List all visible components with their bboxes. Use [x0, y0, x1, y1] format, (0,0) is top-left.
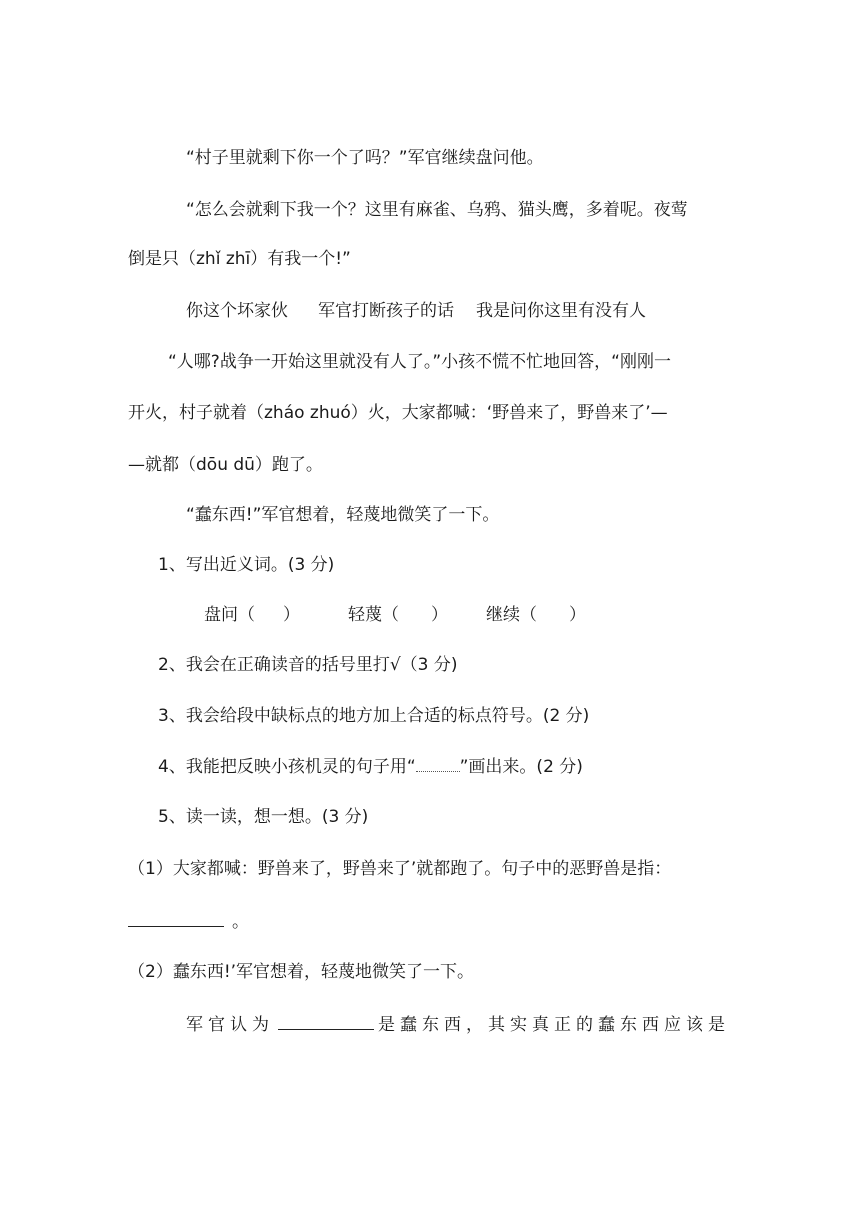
missing-punct-segment-2: 军官打断孩子的话	[318, 301, 454, 321]
synonym-word-2: 轻蔑（	[348, 605, 399, 625]
question-1-title: 1、写出近义词。(3 分)	[158, 555, 335, 575]
question-5-1-answer-line: 。	[128, 908, 249, 934]
passage-line-1: “村子里就剩下你一个了吗？”军官继续盘问他。	[186, 148, 544, 168]
question-5-2-answer-line: 军官认为 是蠢东西，其实真正的蠢东西应该是	[186, 1011, 730, 1037]
synonym-word-1: 盘问（	[204, 605, 255, 625]
question-2: 2、我会在正确读音的括号里打√（3 分)	[158, 655, 458, 675]
question-5-title: 5、读一读，想一想。(3 分)	[158, 807, 369, 827]
passage-line-6: 开火，村子就着（zháo zhuó）火，大家都喊：‘野兽来了，野兽来了’—	[128, 403, 668, 423]
question-1-words: 盘问（ ） 轻蔑（ ） 继续（ ）	[204, 605, 586, 625]
answer-blank-1[interactable]	[128, 908, 224, 927]
answer-blank-2[interactable]	[278, 1011, 374, 1030]
passage-line-2: “怎么会就剩下我一个？这里有麻雀、乌鸦、猫头鹰，多着呢。夜莺	[186, 200, 688, 220]
passage-line-5: “人哪?战争一开始这里就没有人了。”小孩不慌不忙地回答，“刚刚一	[168, 352, 671, 372]
question-5-2: （2）蠢东西!’军官想着，轻蔑地微笑了一下。	[128, 962, 475, 982]
question-3: 3、我会给段中缺标点的地方加上合适的标点符号。(2 分)	[158, 706, 590, 726]
passage-line-3: 倒是只（zhǐ zhī）有我一个!”	[128, 249, 351, 269]
passage-line-8: “蠢东西!”军官想着，轻蔑地微笑了一下。	[186, 505, 500, 525]
question-5-1: （1）大家都喊：野兽来了，野兽来了’就都跑了。句子中的恶野兽是指：	[128, 859, 672, 879]
passage-line-4	[186, 299, 646, 323]
synonym-word-3: 继续（	[486, 605, 537, 625]
missing-punct-segment-3: 我是问你这里有没有人	[476, 301, 646, 321]
missing-punct-segment-1: 你这个坏家伙	[186, 301, 288, 321]
wavy-line-mark	[416, 757, 460, 772]
passage-line-7: —就都（dōu dū）跑了。	[128, 455, 323, 475]
question-4: 4、我能把反映小孩机灵的句子用“ ”画出来。(2 分)	[158, 757, 583, 777]
